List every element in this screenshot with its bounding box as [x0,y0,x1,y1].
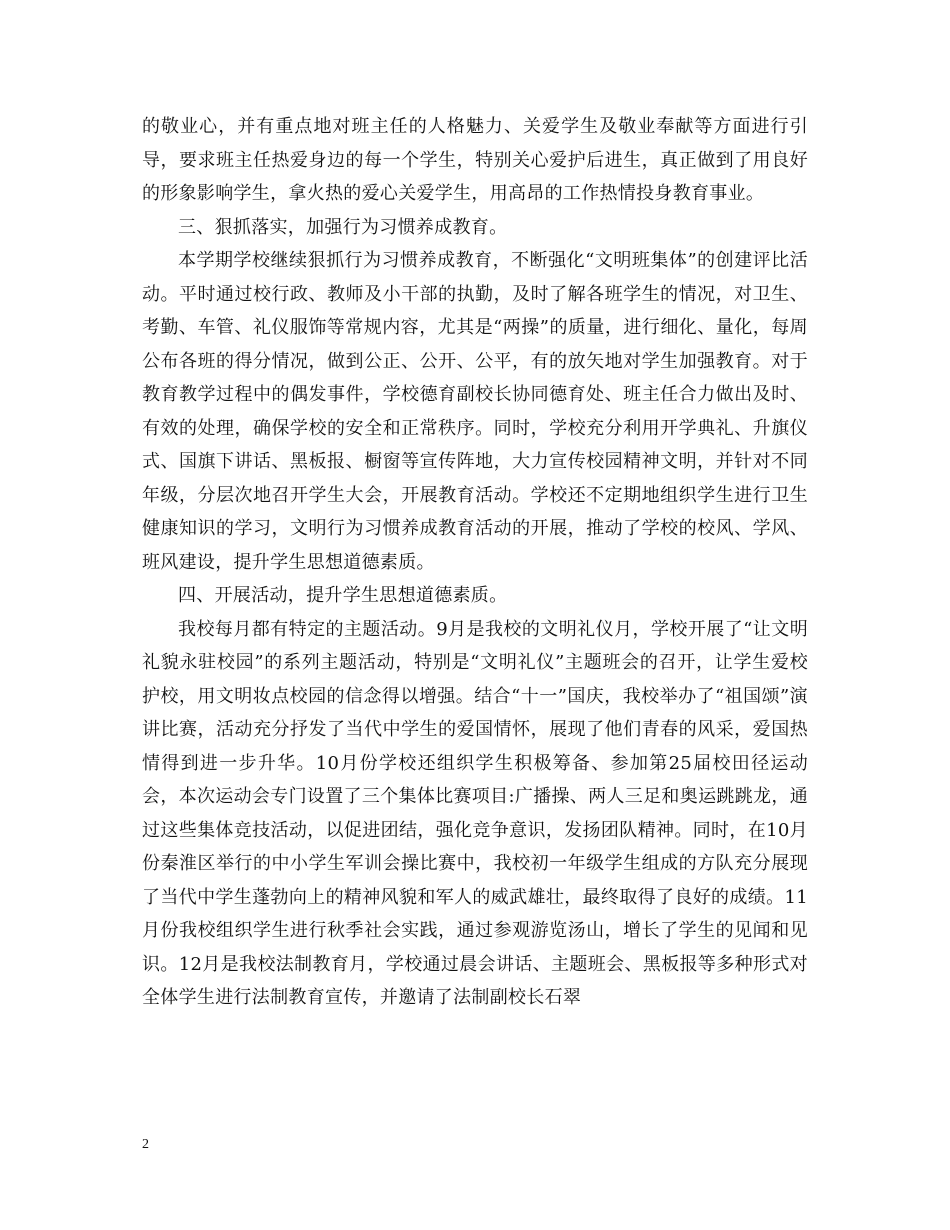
page-number: 2 [142,1137,149,1152]
paragraph-monthly-activities: 我校每月都有特定的主题活动。9月是我校的文明礼仪月，学校开展了“让文明礼貌永驻校园”的系列主题活动，特别是“文明礼仪”主题班会的召开，让学生爱校护校，用文明妆点校园的信念得以增强。结合“十一”国庆，我校举办了“祖国颂”演讲比赛，活动充分抒发了当代中学生的爱国情怀，展现了他们青春的风采，爱国热情得到进一步升华。10月份学校还组织学生积极筹备、参加第25届校田径运动会，本次运动会专门设置了三个集体比赛项目:广播操、两人三足和奥运跳跳龙，通过这些集体竞技活动，以促进团结，强化竞争意识，发扬团队精神。同时，在10月份秦淮区举行的中小学生军训会操比赛中，我校初一年级学生组成的方队充分展现了当代中学生蓬勃向上的精神风貌和军人的威武雄壮，最终取得了良好的成绩。11月份我校组织学生进行秋季社会实践，通过参观游览汤山，增长了学生的见闻和见识。12月是我校法制教育月，学校通过晨会讲话、主题班会、黑板报等多种形式对全体学生进行法制教育宣传，并邀请了法制副校长石翠 [142,618,808,1008]
paragraph-habits-education: 本学期学校继续狠抓行为习惯养成教育，不断强化“文明班集体”的创建评比活动。平时通过校行政、教师及小干部的执勤，及时了解各班学生的情况，对卫生、考勤、车管、礼仪服饰等常规内容，尤其是“两操”的质量，进行细化、量化，每周公布各班的得分情况，做到公正、公开、公平，有的放矢地对学生加强教育。对于教育教学过程中的偶发事件，学校德育副校长协同德育处、班主任合力做出及时、有效的处理，确保学校的安全和正常秩序。同时，学校充分利用开学典礼、升旗仪式、国旗下讲话、黑板报、橱窗等宣传阵地，大力宣传校园精神文明，并针对不同年级，分层次地召开学生大会，开展教育活动。学校还不定期地组织学生进行卫生健康知识的学习，文明行为习惯养成教育活动的开展，推动了学校的校风、学风、班风建设，提升学生思想道德素质。 [142,250,808,573]
section-heading-4: 四、开展活动，提升学生思想道德素质。 [178,585,508,606]
document-body [142,110,808,1015]
paragraph-continuation: 的敬业心，并有重点地对班主任的人格魅力、关爱学生及敬业奉献等方面进行引导，要求班主任热爱身边的每一个学生，特别关心爱护后进生，真正做到了用良好的形象影响学生，拿火热的爱心关爱学生，用高昂的工作热情投身教育事业。 [142,116,808,204]
section-heading-3: 三、狠抓落实，加强行为习惯养成教育。 [178,216,508,238]
